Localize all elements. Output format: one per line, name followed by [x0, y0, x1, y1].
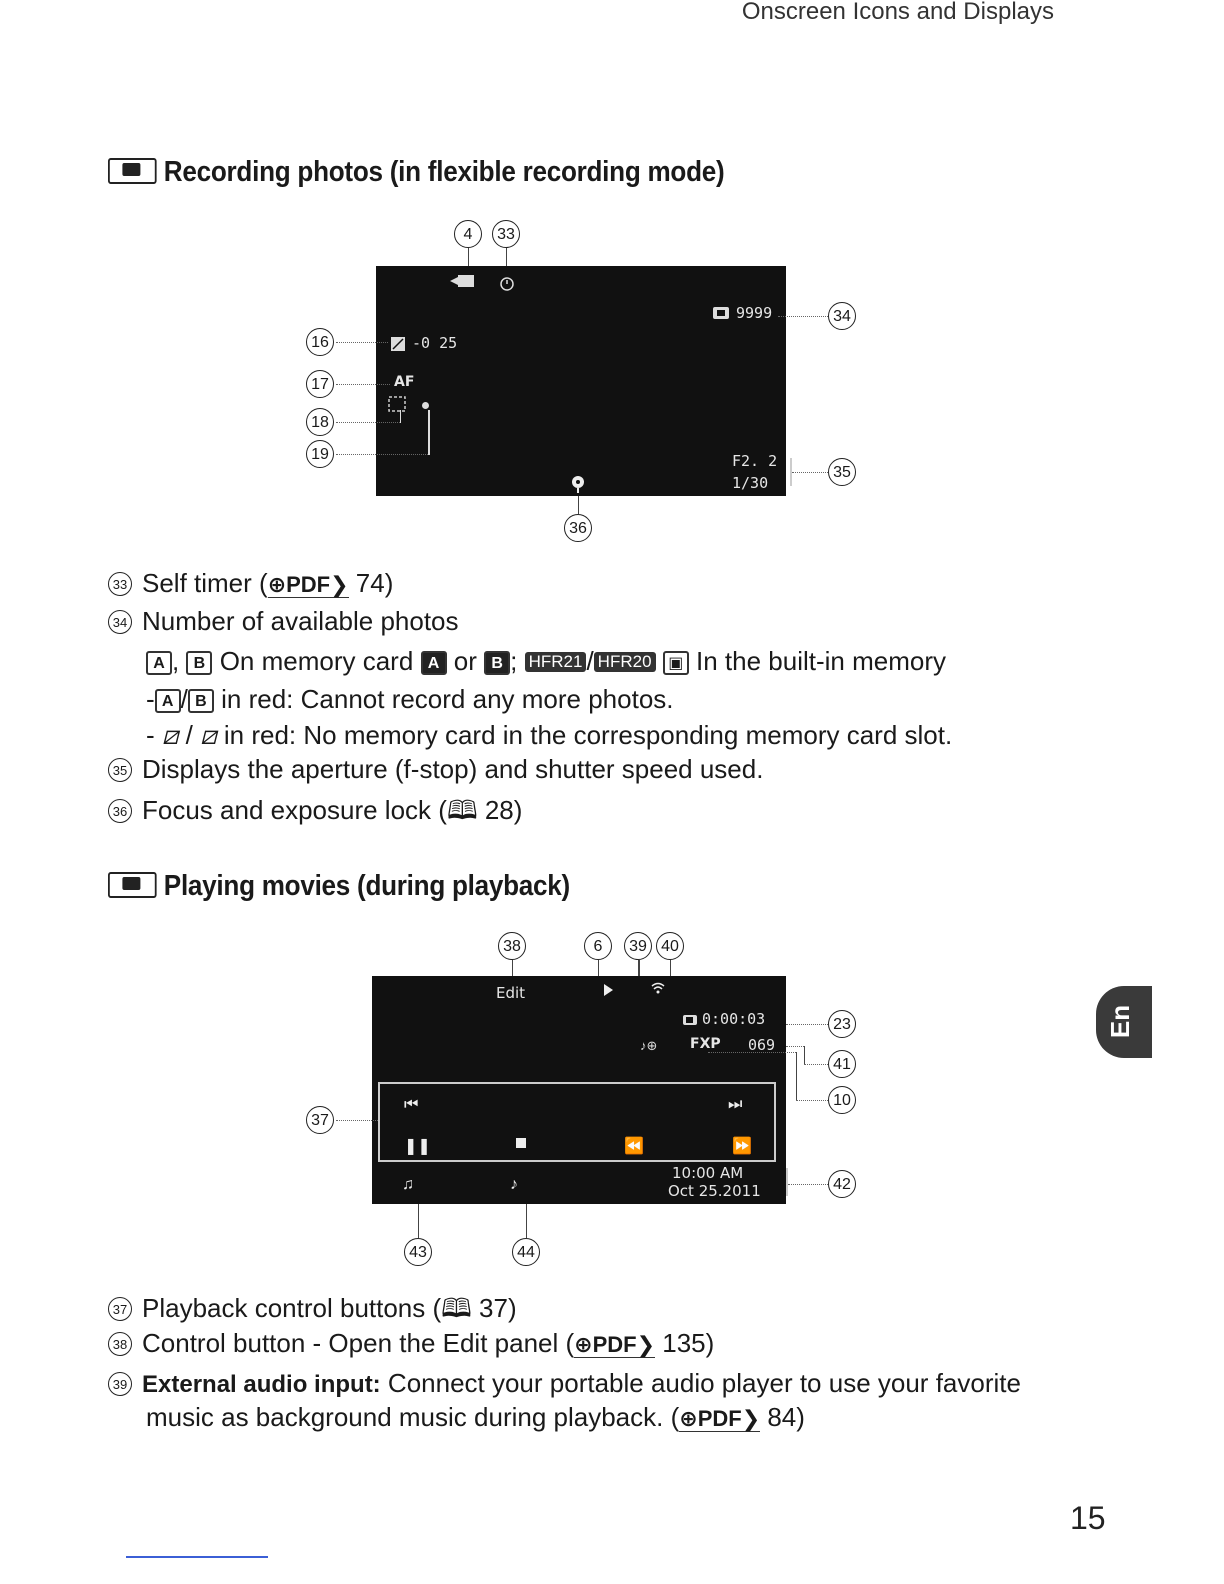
memory-icon — [682, 1014, 698, 1026]
playback-controls — [378, 1082, 776, 1162]
focus-lock-icon — [570, 474, 586, 494]
callout-19: 19 — [306, 440, 334, 468]
callout-43: 43 — [404, 1238, 432, 1266]
callout-39: 39 — [624, 932, 652, 960]
external-audio-icon: ♪⊕ — [640, 1038, 658, 1053]
no-card-b-icon: ⧄ — [200, 720, 217, 750]
item-34: 34 Number of available photos — [108, 606, 459, 637]
pdf-icon: ⊕ — [267, 572, 287, 597]
item-34-red-no-card: - ⧄ / ⧄ in red: No memory card in the corresponding memory card slot. — [146, 720, 953, 750]
callout-16: 16 — [306, 328, 334, 356]
callout-18: 18 — [306, 408, 334, 436]
callout-33: 33 — [492, 220, 520, 248]
callout-37: 37 — [306, 1106, 334, 1134]
running-header: Onscreen Icons and Displays — [741, 0, 1054, 25]
section-title-recording-photos: Recording photos (in flexible recording mode) — [108, 156, 724, 189]
flexible-mode-icon — [450, 272, 480, 290]
camera-screen — [376, 266, 786, 496]
page-number: 15 — [1070, 1500, 1106, 1536]
stop-button[interactable] — [516, 1138, 526, 1148]
playback-time: 0:00:03 — [702, 1010, 766, 1028]
aperture-value: F2. 2 — [732, 452, 778, 470]
flexible-recording-mode-icon — [108, 158, 157, 184]
callout-10: 10 — [828, 1086, 856, 1114]
playback-mode-icon — [108, 872, 157, 898]
available-photos: 9999 — [736, 304, 773, 322]
model-tag-hfr21: HFR21 — [525, 652, 587, 672]
background-music-icon[interactable]: ♫ — [402, 1176, 414, 1193]
callout-41: 41 — [828, 1050, 856, 1078]
section-title-playing-movies: Playing movies (during playback) — [108, 870, 570, 903]
af-indicator: AF — [394, 374, 415, 390]
rewind-button[interactable]: ⏪ — [624, 1138, 644, 1155]
face-detection-icon — [388, 396, 406, 412]
focus-indicator — [422, 402, 429, 409]
pause-button[interactable]: ❚❚ — [404, 1138, 431, 1155]
scene-number: 069 — [748, 1036, 776, 1054]
built-in-memory-icon: ▣ — [663, 651, 689, 675]
exposure-icon — [390, 336, 406, 352]
callout-44: 44 — [512, 1238, 540, 1266]
no-card-a-icon: ⧄ — [161, 720, 179, 750]
edit-button[interactable]: Edit — [496, 984, 526, 1002]
model-tag-hfr20: HFR20 — [594, 652, 656, 672]
pdf-icon: ⊕ — [574, 1332, 593, 1357]
fast-forward-button[interactable]: ⏩ — [732, 1138, 752, 1155]
book-icon: 🕮 — [446, 795, 478, 825]
callout-38: 38 — [498, 932, 526, 960]
callout-34: 34 — [828, 302, 856, 330]
playback-play-icon — [604, 984, 613, 996]
item-34-cards: A , B On memory card A or B ; HFR21 / HFR20 ▣ In the built-in memory — [146, 646, 946, 677]
callout-6: 6 — [584, 932, 612, 960]
item-39: 39 External audio input: Connect your portable audio player to use your favorite — [108, 1368, 1021, 1399]
self-timer-icon — [498, 274, 516, 292]
item-37: 37 Playback control buttons (🕮 37) — [108, 1290, 517, 1334]
callout-23: 23 — [828, 1010, 856, 1038]
language-tab-en[interactable]: En — [1096, 986, 1152, 1058]
callout-35: 35 — [828, 458, 856, 486]
audio-signal-icon — [650, 980, 666, 996]
callout-42: 42 — [828, 1170, 856, 1198]
item-39-continued: music as background music during playback. (⊕PDF❯ 84) — [146, 1402, 805, 1432]
item-34-red-full: - A / B in red: Cannot record any more photos. — [146, 684, 674, 714]
recording-mode-indicator: FXP — [690, 1036, 721, 1052]
callout-36: 36 — [564, 514, 592, 542]
item-36: 36 Focus and exposure lock (🕮 28) — [108, 792, 522, 836]
memory-icon — [712, 306, 732, 320]
clock-time: 10:00 AM — [672, 1164, 744, 1182]
pdf-reference-link[interactable]: ⊕PDF❯ — [679, 1406, 761, 1431]
shutter-speed: 1/30 — [732, 474, 769, 492]
callout-4: 4 — [454, 220, 482, 248]
footer-rule — [126, 1556, 268, 1558]
book-icon: 🕮 — [441, 1293, 472, 1323]
pdf-reference-link[interactable]: ⊕PDF❯ — [267, 572, 349, 597]
volume-icon[interactable]: ♪ — [510, 1176, 518, 1193]
playback-screen — [372, 976, 786, 1204]
skip-back-button[interactable]: ⏮ — [404, 1096, 419, 1113]
callout-17: 17 — [306, 370, 334, 398]
clock-date: Oct 25.2011 — [668, 1182, 761, 1200]
playback-screen-diagram — [290, 928, 870, 1274]
pdf-icon: ⊕ — [679, 1406, 698, 1431]
callout-40: 40 — [656, 932, 684, 960]
item-38: 38 Control button - Open the Edit panel (⊕PDF❯ 135) — [108, 1328, 714, 1359]
pdf-reference-link[interactable]: ⊕PDF❯ — [574, 1332, 656, 1357]
skip-forward-button[interactable]: ⏭ — [728, 1096, 743, 1113]
recording-screen-diagram — [290, 214, 870, 554]
item-33: 33 Self timer (⊕PDF❯ 74) — [108, 568, 393, 599]
item-35: 35 Displays the aperture (f-stop) and shutter speed used. — [108, 754, 763, 785]
exposure-value: -0 25 — [412, 334, 458, 352]
